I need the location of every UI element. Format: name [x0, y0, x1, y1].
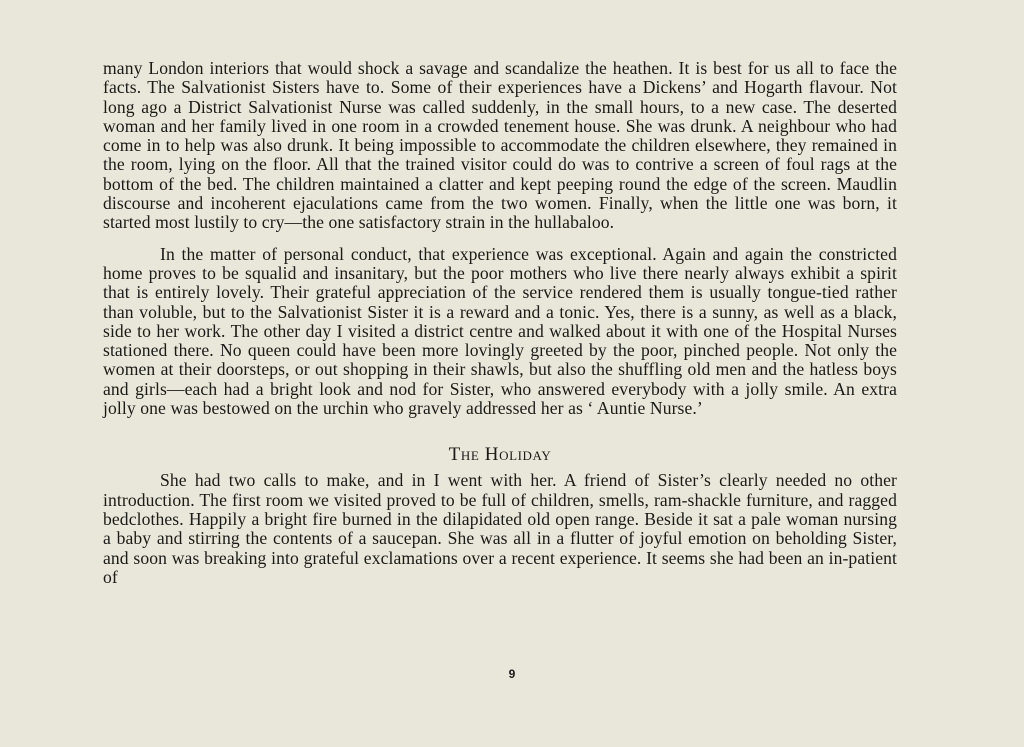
page-number: 9 [508, 667, 516, 681]
paragraph-personal-conduct: In the matter of personal conduct, that experience was exceptional. Again and again the constricted home proves to be squalid and insanitary, but the poor mothers who live there nearly always exhibit a spirit that is entirely lovely. Their grateful appreciation of the service rendered them is usually tongue-tied rather than voluble, but to the Salvationist Sister it is a reward and a tonic. Yes, there is a sunny, as well as a black, side to her work. The other day I visited a district centre and walked about it with one of the Hospital Nurses stationed there. No queen could have been more lovingly greeted by the poor, pinched people. Not only the women at their doorsteps, or out shopping in their shawls, but also the shuffling old men and the hatless boys and girls—each had a bright look and nod for Sister, who answered everybody with a jolly smile. An extra jolly one was bestowed on the urchin who gravely addressed her as ‘ Auntie Nurse.’ [103, 243, 897, 419]
paragraph-continued: many London interiors that would shock a savage and scandalize the heathen. It is best for us all to face the facts. The Salvationist Sisters have to. Some of their experiences have a Dickens’ and Hogarth flavour. Not long ago a District Salvationist Nurse was called suddenly, in the small hours, to a new case. The deserted woman and her family lived in one room in a crowded tenement house. She was drunk. A neighbour who had come in to help was also drunk. It being impossible to accommodate the children elsewhere, they remained in the room, lying on the floor. All that the trained visitor could do was to contrive a screen of foul rags at the bottom of the bed. The children maintained a clatter and kept peeping round the edge of the screen. Maudlin discourse and incoherent ejaculations came from the two women. Finally, when the little one was born, it started most lustily to cry—the one satisfactory strain in the hullabaloo. [103, 58, 897, 233]
page-body [103, 59, 897, 587]
section-heading: The Holiday [448, 444, 552, 466]
paragraph-holiday: She had two calls to make, and in I went with her. A friend of Sister’s clearly needed no other introduction. The first room we visited proved to be full of children, smells, ram-shackle furniture, and ragged bedclothes. Happily a bright fire burned in the dilapidated old open range. Beside it sat a pale woman nursing a baby and stirring the contents of a saucepan. She was all in a flutter of joyful emotion on beholding Sister, and soon was breaking into grateful exclamations over a recent experience. It seems she had been an in-patient of [103, 470, 897, 587]
